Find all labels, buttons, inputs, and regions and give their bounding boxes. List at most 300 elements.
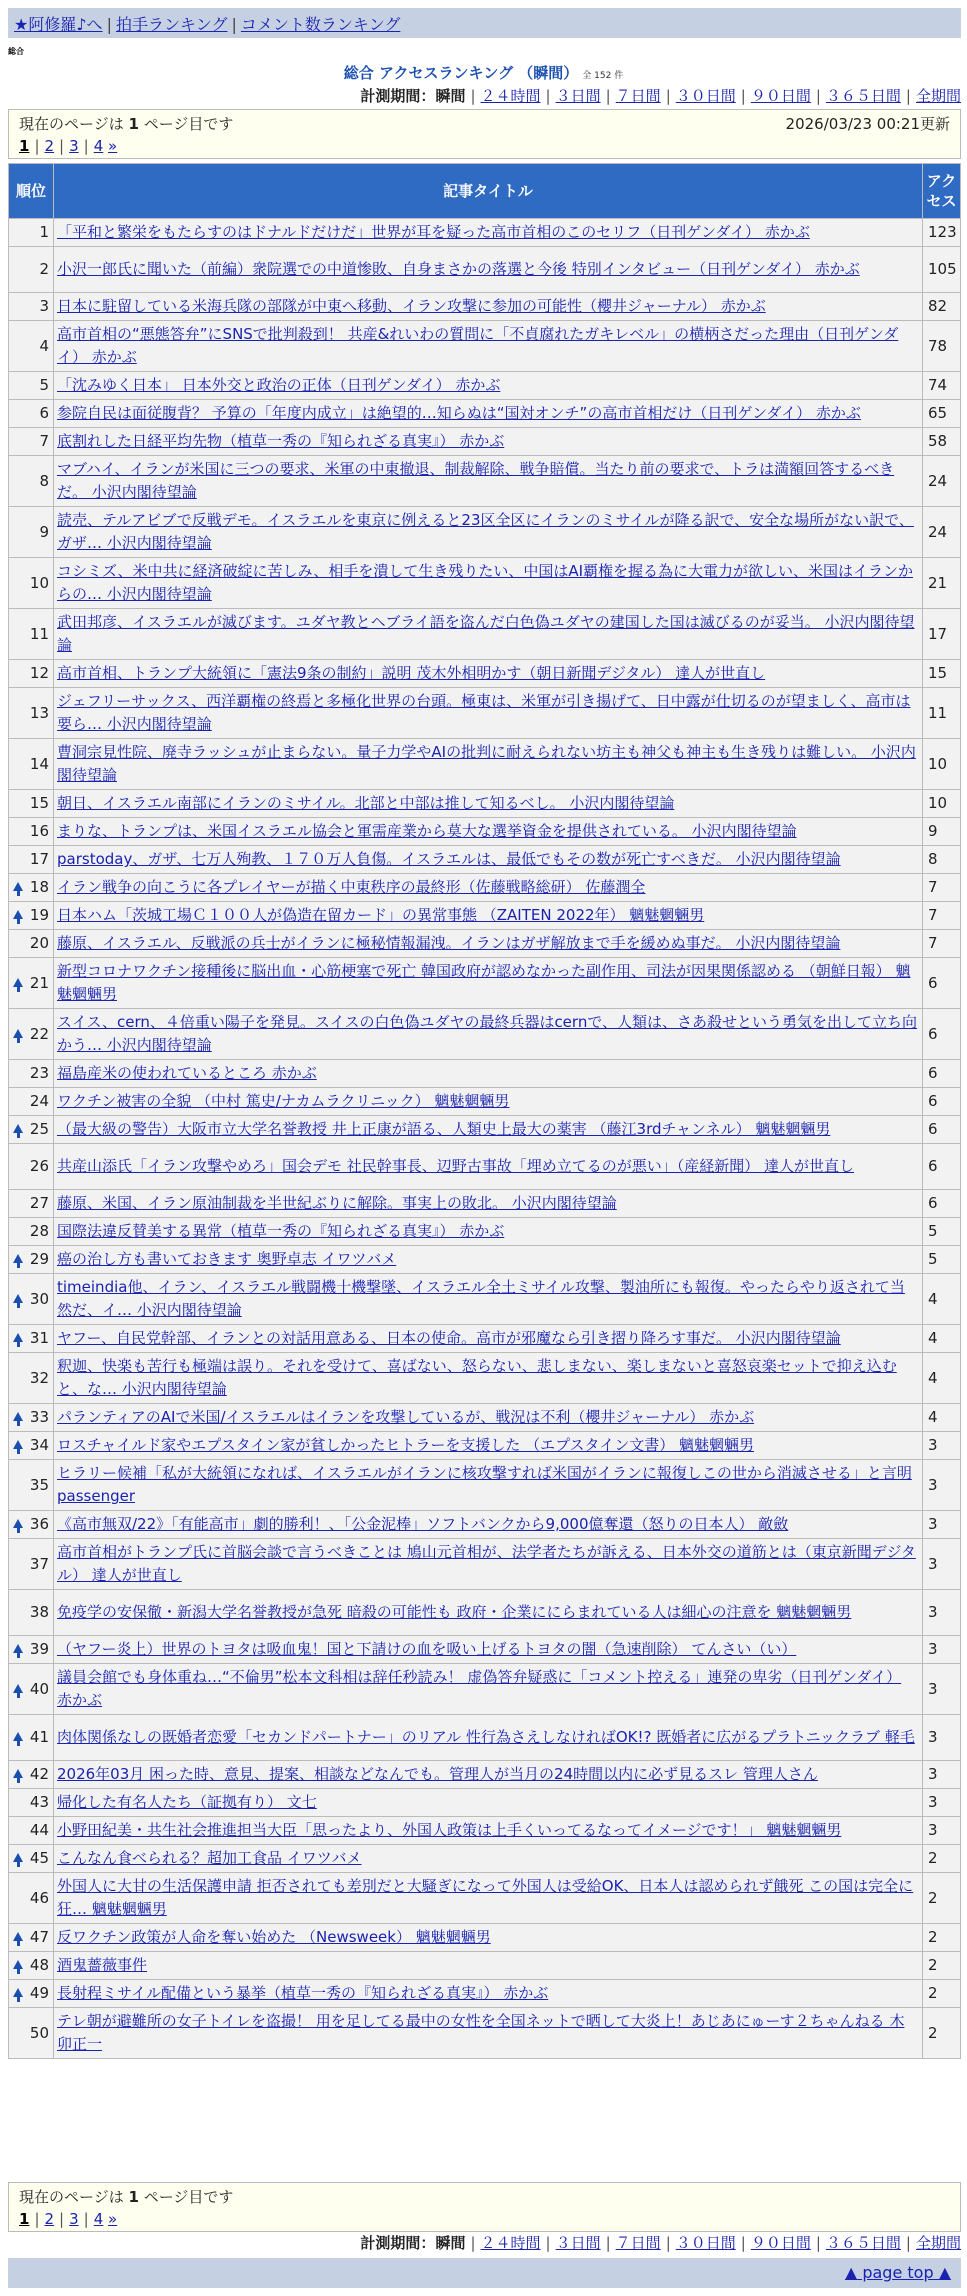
rank-cell (9, 219, 54, 247)
rank-number: 5 (39, 376, 49, 394)
title-cell (54, 1460, 923, 1511)
article-link[interactable]: 議員会館でも身体重ね…“不倫男”松本文科相は辞任秒読み！ 虚偽答弁疑惑に「コメント控える」連発の卑劣（日刊ゲンダイ） 赤かぶ (57, 1668, 902, 1709)
rank-number: 3 (39, 297, 49, 315)
nav-separator: | (106, 15, 112, 34)
period-separator: | (665, 2234, 671, 2252)
access-count: 24 (923, 507, 961, 558)
rank-cell (9, 428, 54, 456)
access-count: 6 (923, 1144, 961, 1190)
access-count: 3 (923, 1761, 961, 1789)
period-option[interactable]: ３６５日間 (825, 87, 901, 105)
title-cell (54, 609, 923, 660)
page-separator: | (59, 2210, 65, 2228)
article-link[interactable]: 小沢一郎氏に聞いた（前編）衆院選での中道惨敗、自身まさかの落選と今後 特別インタビュー（日刊ゲンダイ） 赤かぶ (57, 260, 860, 278)
title-cell (54, 1924, 923, 1952)
footer-bar (8, 2258, 961, 2288)
rank-number: 18 (29, 878, 49, 896)
article-link[interactable]: ロスチャイルド家やエプスタイン家が貧しかったヒトラーを支援した （エプスタイン文書） 魑魅魍魎男 (57, 1436, 754, 1454)
up-arrow-icon (13, 1932, 23, 1941)
period-label: 計測期間： (360, 2234, 436, 2252)
table-row (9, 1845, 961, 1873)
rank-cell (9, 1060, 54, 1088)
title-cell (54, 1873, 923, 1924)
rank-number: 25 (29, 1120, 49, 1138)
rank-number: 21 (29, 973, 49, 992)
page-link[interactable]: 4 (93, 137, 104, 155)
title-cell (54, 930, 923, 958)
rank-cell (9, 293, 54, 321)
article-link[interactable]: 読売、テルアビブで反戦デモ。イスラエルを東京に例えると23区全区にイランのミサイルが降る訳で、安全な場所がない訳で、ガザ… 小沢内閣待望論 (57, 511, 914, 552)
rank-number: 1 (39, 223, 49, 241)
rank-cell (9, 1088, 54, 1116)
article-link[interactable]: timeindia他、イラン、イスラエル戦闘機十機撃墜、イスラエル全土ミサイル攻撃、製油所にも報復。やったらやり返されて当然だ、イ… 小沢内閣待望論 (57, 1278, 905, 1319)
title-cell (54, 1789, 923, 1817)
rank-cell (9, 1980, 54, 2008)
article-link[interactable]: 癌の治し方も書いておきます 奥野卓志 イワツバメ (57, 1250, 397, 1268)
table-row (9, 1590, 961, 1636)
access-count: 17 (923, 609, 961, 660)
period-separator: | (470, 2234, 476, 2252)
rank-cell (9, 1636, 54, 1664)
rank-number: 9 (39, 522, 49, 541)
table-row (9, 507, 961, 558)
rank-cell (9, 1460, 54, 1511)
rank-cell (9, 1274, 54, 1325)
access-count: 6 (923, 1009, 961, 1060)
rank-number: 6 (39, 404, 49, 422)
access-count: 6 (923, 958, 961, 1009)
table-row (9, 1432, 961, 1460)
period-option[interactable]: ７日間 (615, 2234, 661, 2252)
rank-cell (9, 609, 54, 660)
table-row (9, 1952, 961, 1980)
rank-number: 29 (29, 1250, 49, 1268)
article-link[interactable]: 福島産米の使われているところ 赤かぶ (57, 1064, 317, 1082)
article-link[interactable]: 曹洞宗見性院、廃寺ラッシュが止まらない。量子力学やAIの批判に耐えられない坊主も神父も神主も生き残りは難しい。 小沢内閣待望論 (57, 743, 916, 784)
category-tag: 総合 (8, 47, 24, 56)
period-option[interactable]: ３０日間 (675, 2234, 736, 2252)
access-count: 7 (923, 874, 961, 902)
up-arrow-icon (13, 882, 23, 891)
rank-number: 46 (29, 1888, 49, 1907)
page-link[interactable]: 2 (44, 137, 55, 155)
title-cell (54, 1404, 923, 1432)
rank-cell (9, 958, 54, 1009)
period-label: 計測期間： (360, 87, 436, 105)
rank-number: 8 (39, 471, 49, 490)
rank-number: 37 (29, 1554, 49, 1573)
access-count: 5 (923, 1246, 961, 1274)
period-separator: | (905, 2234, 911, 2252)
table-row (9, 219, 961, 247)
table-row (9, 1924, 961, 1952)
rank-number: 42 (29, 1765, 49, 1783)
period-separator: | (815, 2234, 821, 2252)
table-row (9, 1190, 961, 1218)
table-row (9, 1980, 961, 2008)
article-link[interactable]: 日本に駐留している米海兵隊の部隊が中東へ移動、イラン攻撃に参加の可能性（櫻井ジャーナル） 赤かぶ (57, 297, 766, 315)
up-arrow-icon (13, 1124, 23, 1133)
period-selector-bottom (360, 2232, 961, 2253)
period-separator: | (605, 2234, 611, 2252)
period-separator: | (545, 2234, 551, 2252)
article-link[interactable]: 新型コロナワクチン接種後に脳出血・心筋梗塞で死亡 韓国政府が認めなかった副作用、司法が因果関係認める （朝鮮日報） 魑魅魍魎男 (57, 962, 911, 1003)
up-arrow-icon (13, 978, 23, 987)
access-count: 74 (923, 372, 961, 400)
up-arrow-icon (13, 1853, 23, 1862)
article-link[interactable]: 高市首相、トランプ大統領に「憲法9条の制約」説明 茂木外相明かす（朝日新聞デジタル） 達人が世直し (57, 664, 766, 682)
rank-cell (9, 1116, 54, 1144)
access-count: 4 (923, 1404, 961, 1432)
rank-number: 32 (29, 1368, 49, 1387)
period-option[interactable]: ３０日間 (675, 87, 736, 105)
article-link[interactable]: イラン戦争の向こうに各プレイヤーが描く中東秩序の最終形（佐藤戦略総研） 佐藤潤全 (57, 878, 646, 896)
page-link[interactable]: 3 (69, 2210, 79, 2228)
page-top-link[interactable]: ▲ page top ▲ (844, 2263, 951, 2282)
title-cell (54, 818, 923, 846)
article-link[interactable]: 「平和と繁栄をもたらすのはドナルドだけだ」世界が耳を疑った高市首相のこのセリフ（日刊ゲンダイ） 赤かぶ (57, 223, 810, 241)
up-arrow-icon (13, 1988, 23, 1997)
rank-number: 35 (29, 1475, 49, 1494)
period-separator: | (665, 87, 671, 105)
period-option[interactable]: ３日間 (555, 2234, 601, 2252)
rank-cell (9, 400, 54, 428)
rank-number: 47 (29, 1928, 49, 1946)
up-arrow-icon (13, 1029, 23, 1038)
article-link[interactable]: 「沈みゆく日本」 日本外交と政治の正体（日刊ゲンダイ） 赤かぶ (57, 376, 501, 394)
title-cell (54, 688, 923, 739)
table-row (9, 1325, 961, 1353)
rank-cell (9, 507, 54, 558)
ranking-title: 総合 アクセスランキング （瞬間） (343, 64, 579, 82)
title-cell (54, 1980, 923, 2008)
ranking-count: 全 152 件 (582, 71, 624, 81)
rank-cell (9, 1325, 54, 1353)
access-count: 21 (923, 558, 961, 609)
access-count: 105 (923, 247, 961, 293)
access-count: 78 (923, 321, 961, 372)
rank-number: 40 (29, 1679, 49, 1698)
access-count: 10 (923, 739, 961, 790)
rank-cell (9, 1924, 54, 1952)
rank-number: 16 (29, 822, 49, 840)
period-current: 瞬間 (435, 87, 466, 105)
pagination-top (19, 137, 950, 155)
period-option[interactable]: ３日間 (555, 87, 601, 105)
rank-number: 27 (29, 1194, 49, 1212)
period-option[interactable]: 全期間 (915, 87, 961, 105)
access-count: 3 (923, 1590, 961, 1636)
article-link[interactable]: パランティアのAIで米国/イスラエルはイランを攻撃しているが、戦況は不利（櫻井ジャーナル） 赤かぶ (57, 1408, 755, 1426)
table-row (9, 1404, 961, 1432)
title-cell (54, 874, 923, 902)
page-link[interactable]: 4 (93, 2210, 104, 2228)
table-row (9, 790, 961, 818)
access-count: 3 (923, 1460, 961, 1511)
article-link[interactable]: 外国人に大甘の生活保護申請 拒否されても差別だと大騒ぎになって外国人は受給OK、日本人は認められず餓死 この国は完全に狂… 魑魅魍魎男 (57, 1877, 914, 1918)
title-cell (54, 428, 923, 456)
access-count: 3 (923, 1511, 961, 1539)
article-link[interactable]: ジェフリーサックス、西洋覇権の終焉と多極化世界の台頭。極東は、米軍が引き揚げて、日中露が仕切るのが望ましく、高市は要ら… 小沢内閣待望論 (57, 692, 911, 733)
nav-link-comment-ranking[interactable]: コメント数ランキング (240, 15, 401, 34)
table-row (9, 739, 961, 790)
article-link[interactable]: 帰化した有名人たち（証拠有り） 文七 (57, 1793, 317, 1811)
rank-number: 19 (29, 906, 49, 924)
title-cell (54, 1218, 923, 1246)
up-arrow-icon (13, 1684, 23, 1693)
table-row (9, 558, 961, 609)
rank-cell (9, 247, 54, 293)
rank-number: 26 (29, 1157, 49, 1175)
table-row (9, 660, 961, 688)
rank-cell (9, 558, 54, 609)
up-arrow-icon (13, 1294, 23, 1303)
table-row (9, 2008, 961, 2059)
page-link-current: 1 (19, 2210, 30, 2228)
up-arrow-icon (13, 1254, 23, 1263)
article-link[interactable]: テレ朝が避難所の女子トイレを盗撮！ 用を足してる最中の女性を全国ネットで晒して大炎上！あじあにゅーす２ちゃんねる 木卯正一 (57, 2012, 905, 2053)
up-arrow-icon (13, 1412, 23, 1421)
access-count: 10 (923, 790, 961, 818)
rank-cell (9, 321, 54, 372)
table-row (9, 1460, 961, 1511)
article-link[interactable]: 共産山添氏「イラン攻撃やめろ」国会デモ 社民幹事長、辺野古事故「埋め立てるのが悪い」（産経新聞） 達人が世直し (57, 1157, 855, 1175)
article-link[interactable]: マブハイ、イランが米国に三つの要求、米軍の中東撤退、制裁解除、戦争賠償。当たり前の要求で、トラは満額回答するべきだ。 小沢内閣待望論 (57, 460, 895, 501)
title-cell (54, 1088, 923, 1116)
page-link[interactable]: 3 (69, 137, 79, 155)
rank-number: 43 (29, 1793, 49, 1811)
up-arrow-icon (13, 1333, 23, 1342)
access-count: 2 (923, 1952, 961, 1980)
table-row (9, 1274, 961, 1325)
rank-number: 39 (29, 1640, 49, 1658)
table-row (9, 1789, 961, 1817)
table-row (9, 958, 961, 1009)
rank-number: 20 (29, 934, 49, 952)
access-count: 6 (923, 1190, 961, 1218)
table-row (9, 1715, 961, 1761)
article-link[interactable]: 小野田紀美・共生社会推進担当大臣「思ったより、外国人政策は上手くいってるなってイメージです！」 魑魅魍魎男 (57, 1821, 842, 1839)
rank-cell (9, 1539, 54, 1590)
table-row (9, 1664, 961, 1715)
table-row (9, 1817, 961, 1845)
rank-number: 28 (29, 1222, 49, 1240)
rank-number: 30 (29, 1289, 49, 1308)
title-cell (54, 2008, 923, 2059)
article-link[interactable]: 底割れした日経平均先物（植草一秀の『知られざる真実』） 赤かぶ (57, 432, 505, 450)
title-cell (54, 1353, 923, 1404)
title-cell (54, 1636, 923, 1664)
article-link[interactable]: 酒鬼薔薇事件 (57, 1956, 148, 1974)
title-cell (54, 1060, 923, 1088)
rank-cell (9, 930, 54, 958)
article-link[interactable]: 高市首相がトランプ氏に首脳会談で言うべきことは 鳩山元首相が、法学者たちが訴える、日本外交の道筋とは（東京新聞デジタル） 達人が世直し (57, 1543, 916, 1584)
table-row (9, 1539, 961, 1590)
rank-number: 33 (29, 1408, 49, 1426)
rank-cell (9, 688, 54, 739)
page-link-current: 1 (19, 137, 30, 155)
rank-cell (9, 1511, 54, 1539)
nav-separator: | (231, 15, 237, 34)
article-link[interactable]: 肉体関係なしの既婚者恋愛「セカンドパートナー」のリアル 性行為さえしなければOK!? 既婚者に広がるプラトニックラブ 軽毛 (57, 1728, 915, 1746)
table-row (9, 247, 961, 293)
title-cell (54, 293, 923, 321)
article-link[interactable]: （ヤフー炎上）世界のトヨタは吸血鬼！国と下請けの血を吸い上げるトヨタの闇（急速削除） てんさい（い） (57, 1640, 797, 1658)
title-cell (54, 1511, 923, 1539)
rank-number: 50 (29, 2023, 49, 2042)
table-row (9, 1246, 961, 1274)
title-cell (54, 1590, 923, 1636)
rank-number: 49 (29, 1984, 49, 2002)
article-link[interactable]: 参院自民は面従腹背？ 予算の「年度内成立」は絶望的…知らぬは“国対オンチ”の高市首相だけ（日刊ゲンダイ） 赤かぶ (57, 404, 861, 422)
article-link[interactable]: parstoday、ガザ、七万人殉教、１７０万人負傷。イスラエルは、最低でもその数が死亡すべきだ。 小沢内閣待望論 (57, 850, 841, 868)
article-link[interactable]: 武田邦彦、イスラエルが滅びます。ユダヤ教とヘブライ語を盗んだ白色偽ユダヤの建国した国は滅びるのが妥当。 小沢内閣待望論 (57, 613, 915, 654)
period-separator: | (815, 87, 821, 105)
next-page-link[interactable]: » (108, 137, 118, 155)
article-link[interactable]: 長射程ミサイル配備という暴挙（植草一秀の『知られざる真実』） 赤かぶ (57, 1984, 549, 2002)
access-count: 2 (923, 1873, 961, 1924)
rank-number: 23 (29, 1064, 49, 1082)
title-cell (54, 456, 923, 507)
access-count: 6 (923, 1116, 961, 1144)
article-link[interactable]: 反ワクチン政策が人命を奪い始めた （Newsweek） 魑魅魍魎男 (57, 1928, 491, 1946)
article-link[interactable]: ヤフー、自民党幹部、イランとの対話用意ある、日本の使命。高市が邪魔なら引き摺り降ろす事だ。 小沢内閣待望論 (57, 1329, 841, 1347)
access-count: 4 (923, 1274, 961, 1325)
title-cell (54, 247, 923, 293)
table-row (9, 846, 961, 874)
period-current: 瞬間 (435, 2234, 466, 2252)
article-link[interactable]: 免疫学の安保徹・新潟大学名誉教授が急死 暗殺の可能性も 政府・企業ににらまれている人は細心の注意を 魑魅魍魎男 (57, 1603, 852, 1621)
title-cell (54, 1116, 923, 1144)
period-option[interactable]: ７日間 (615, 87, 661, 105)
table-row (9, 293, 961, 321)
col-header-title: 記事タイトル (54, 164, 923, 219)
title-cell (54, 846, 923, 874)
rank-number: 11 (29, 624, 49, 643)
article-link[interactable]: 朝日、イスラエル南部にイランのミサイル。北部と中部は推して知るべし。 小沢内閣待望論 (57, 794, 675, 812)
rank-cell (9, 1218, 54, 1246)
period-option[interactable]: ２４時間 (480, 2234, 541, 2252)
title-cell (54, 739, 923, 790)
up-arrow-icon (13, 1732, 23, 1741)
rank-number: 10 (29, 573, 49, 592)
table-row (9, 1761, 961, 1789)
rank-cell (9, 1789, 54, 1817)
table-row (9, 1873, 961, 1924)
article-link[interactable]: 釈迦、快楽も苦行も極端は誤り。それを受けて、喜ばない、怒らない、悲しまない、楽しまないと喜怒哀楽セットで抑え込むと、な… 小沢内閣待望論 (57, 1357, 897, 1398)
access-count: 9 (923, 818, 961, 846)
title-cell (54, 790, 923, 818)
title-cell (54, 321, 923, 372)
title-cell (54, 1144, 923, 1190)
rank-cell (9, 1761, 54, 1789)
up-arrow-icon (13, 1960, 23, 1969)
access-count: 7 (923, 930, 961, 958)
rank-number: 34 (29, 1436, 49, 1454)
access-count: 2 (923, 2008, 961, 2059)
title-cell (54, 1845, 923, 1873)
title-cell (54, 400, 923, 428)
page-title (0, 62, 967, 83)
article-link[interactable]: 高市首相の“悪態答弁”にSNSで批判殺到！ 共産&れいわの質問に「不貞腐れたガキレベル」の横柄さだった理由（日刊ゲンダイ） 赤かぶ (57, 325, 899, 366)
title-cell (54, 902, 923, 930)
access-count: 2 (923, 1980, 961, 2008)
period-option[interactable]: ９０日間 (750, 2234, 811, 2252)
period-separator: | (470, 87, 476, 105)
article-link[interactable]: スイス、cern、４倍重い陽子を発見。スイスの白色偽ユダヤの最終兵器はcernで、人類は、さあ殺せという勇気を出して立ち向かう… 小沢内閣待望論 (57, 1013, 918, 1054)
rank-cell (9, 818, 54, 846)
period-option[interactable]: ２４時間 (480, 87, 541, 105)
article-link[interactable]: 藤原、米国、イラン原油制裁を半世紀ぶりに解除。事実上の敗北。 小沢内閣待望論 (57, 1194, 617, 1212)
page-separator: | (83, 2210, 89, 2228)
access-count: 6 (923, 1060, 961, 1088)
access-count: 24 (923, 456, 961, 507)
rank-cell (9, 1817, 54, 1845)
rank-number: 22 (29, 1024, 49, 1043)
access-count: 3 (923, 1432, 961, 1460)
table-row (9, 609, 961, 660)
period-separator: | (605, 87, 611, 105)
rank-number: 14 (29, 754, 49, 773)
pagination-bottom (19, 2210, 950, 2228)
article-link[interactable]: 日本ハム「茨城工場Ｃ１００人が偽造在留カード」の異常事態 （ZAITEN 2022年） 魑魅魍魎男 (57, 906, 705, 924)
article-link[interactable]: （最大級の警告）大阪市立大学名誉教授 井上正康が語る、人類史上最大の薬害 （藤江3rdチャンネル） 魑魅魍魎男 (57, 1120, 831, 1138)
article-link[interactable]: 《高市無双/22》「有能高市」劇的勝利！、「公金泥棒」ソフトバンクから9,000億奪還（怒りの日本人） 敵斂 (57, 1515, 789, 1533)
period-option[interactable]: 全期間 (915, 2234, 961, 2252)
title-cell (54, 1274, 923, 1325)
article-link[interactable]: ワクチン被害の全貌 （中村 篤史/ナカムラクリニック） 魑魅魍魎男 (57, 1092, 510, 1110)
access-count: 6 (923, 1088, 961, 1116)
rank-cell (9, 790, 54, 818)
access-count: 3 (923, 1539, 961, 1590)
article-link[interactable]: 2026年03月 困った時、意見、提案、相談などなんでも。管理人が当月の24時間以内に必ず見るスレ 管理人さん (57, 1765, 818, 1783)
rank-number: 7 (39, 432, 49, 450)
rank-number: 13 (29, 703, 49, 722)
article-link[interactable]: 国際法違反賛美する異常（植草一秀の『知られざる真実』） 赤かぶ (57, 1222, 505, 1240)
table-row (9, 1088, 961, 1116)
table-row (9, 1511, 961, 1539)
article-link[interactable]: 藤原、イスラエル、反戦派の兵士がイランに極秘情報漏洩。イランはガザ解放まで手を緩めぬ事だ。 小沢内閣待望論 (57, 934, 841, 952)
title-cell (54, 1664, 923, 1715)
period-option[interactable]: ３６５日間 (825, 2234, 901, 2252)
article-link[interactable]: まりな、トランプは、米国イスラエル協会と軍需産業から莫大な選挙資金を提供されている。 小沢内閣待望論 (57, 822, 797, 840)
rank-cell (9, 902, 54, 930)
period-option[interactable]: ９０日間 (750, 87, 811, 105)
rank-cell (9, 1845, 54, 1873)
rank-cell (9, 1353, 54, 1404)
up-arrow-icon (13, 1644, 23, 1653)
rank-cell (9, 846, 54, 874)
next-page-link[interactable]: » (108, 2210, 118, 2228)
table-row (9, 1636, 961, 1664)
article-link[interactable]: ヒラリー候補「私が大統領になれば、イスラエルがイランに核攻撃すれば米国がイランに報復しこの世から消滅させる」と言明 passenger (57, 1464, 912, 1505)
access-count: 3 (923, 1817, 961, 1845)
table-row (9, 1353, 961, 1404)
title-cell (54, 1432, 923, 1460)
article-link[interactable]: こんなん食べられる？超加工食品 イワツバメ (57, 1849, 362, 1867)
rank-cell (9, 660, 54, 688)
nav-link-clap-ranking[interactable]: 拍手ランキング (115, 15, 228, 34)
access-count: 2 (923, 1845, 961, 1873)
article-link[interactable]: コシミズ、米中共に経済破綻に苦しみ、相手を潰して生き残りたい、中国はAI覇権を握る為に大電力が欲しい、米国はイランからの… 小沢内閣待望論 (57, 562, 914, 603)
page-link[interactable]: 2 (44, 2210, 55, 2228)
table-row (9, 902, 961, 930)
title-cell (54, 1715, 923, 1761)
period-separator: | (740, 87, 746, 105)
up-arrow-icon (13, 1519, 23, 1528)
title-cell (54, 1539, 923, 1590)
nav-link-ashura[interactable]: ★阿修羅♪へ (14, 15, 103, 34)
